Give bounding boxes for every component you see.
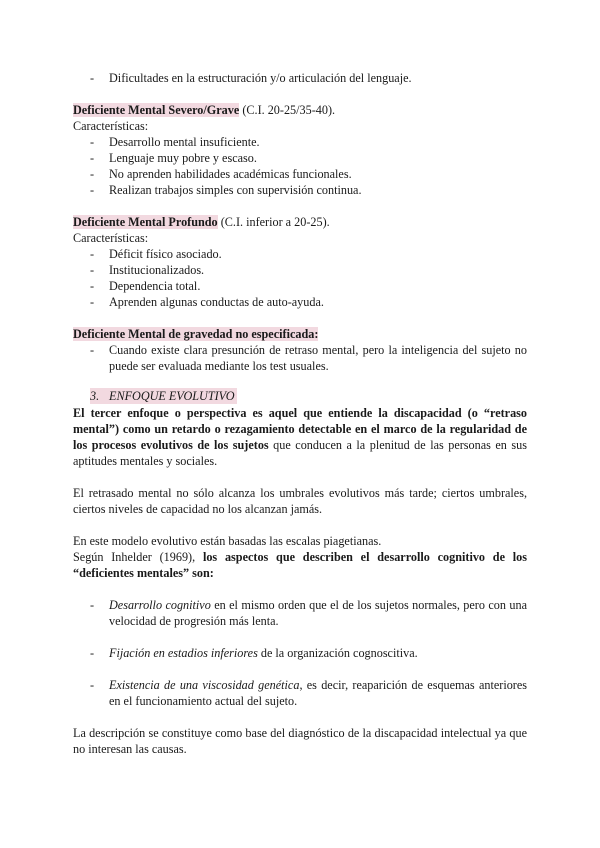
no-especificada-heading xyxy=(73,326,527,342)
severo-list xyxy=(73,134,527,198)
list-item: - Dificultades en la estructuración y/o articulación del lenguaje. xyxy=(90,71,412,85)
document-page xyxy=(73,70,527,757)
section-number: 3. xyxy=(90,389,100,403)
section-3-paragraph-3a: En este modelo evolutivo están basadas las escalas piagetianas. xyxy=(73,534,382,548)
profundo-heading: Deficiente Mental Profundo (C.I. inferior a 20-25). xyxy=(73,215,330,229)
list-item: - Lenguaje muy pobre y escaso. xyxy=(90,151,257,165)
severo-heading: Deficiente Mental Severo/Grave (C.I. 20-25/35-40). xyxy=(73,103,336,117)
section-3-paragraph-4: La descripción se constituye como base del diagnóstico de la discapacidad intelectual ya que no interesan las causas. xyxy=(73,726,527,756)
list-item: - Déficit físico asociado. xyxy=(90,247,222,261)
section-title: ENFOQUE EVOLUTIVO xyxy=(109,389,235,403)
section-3-heading xyxy=(73,388,527,404)
list-item: - Desarrollo cognitivo en el mismo orden que el de los sujetos normales, pero con una velocidad de progresión más lenta. xyxy=(90,598,527,628)
list-item: - Existencia de una viscosidad genética, es decir, reaparición de esquemas anteriores en el funcionamiento actual del sujeto. xyxy=(90,678,528,708)
list-item: - Aprenden algunas conductas de auto-ayuda. xyxy=(90,295,324,309)
section-3-paragraph-3b: Según Inhelder (1969), los aspectos que describen el desarrollo cognitivo de los “deficientes mentales” son: xyxy=(73,550,527,580)
profundo-title: Deficiente Mental Profundo xyxy=(73,215,218,229)
section-3-paragraph-1: El tercer enfoque o perspectiva es aquel que entiende la discapacidad (o “retraso mental”) como un retardo o rezagamiento detectable en el marco de la regularidad de los procesos evolutivos de los sujetos que conducen a la plenitud de las personas en sus aptitudes mentales y sociales. xyxy=(73,406,527,468)
profundo-list xyxy=(73,246,527,310)
aspects-list xyxy=(73,597,527,709)
list-item: - Dependencia total. xyxy=(90,279,201,293)
top-list xyxy=(73,70,527,86)
list-item: - Fijación en estadios inferiores de la organización cognoscitiva. xyxy=(90,646,418,660)
list-item: - No aprenden habilidades académicas funcionales. xyxy=(90,167,352,181)
section-3-paragraph-2: El retrasado mental no sólo alcanza los umbrales evolutivos más tarde; ciertos umbrales, ciertos niveles de capacidad no los alcanzan jamás. xyxy=(73,486,527,516)
list-item: - Cuando existe clara presunción de retraso mental, pero la inteligencia del sujeto no puede ser evaluada mediante los test usuales. xyxy=(90,343,527,373)
no-especificada-list xyxy=(73,342,527,374)
severo-title: Deficiente Mental Severo/Grave xyxy=(73,103,240,117)
no-especificada-title: Deficiente Mental de gravedad no especificada: xyxy=(73,327,319,341)
list-item: - Realizan trabajos simples con supervisión continua. xyxy=(90,183,362,197)
list-item: - Institucionalizados. xyxy=(90,263,205,277)
profundo-caract: Características: xyxy=(73,231,149,245)
severo-caract: Características: xyxy=(73,119,149,133)
list-item: - Desarrollo mental insuficiente. xyxy=(90,135,260,149)
